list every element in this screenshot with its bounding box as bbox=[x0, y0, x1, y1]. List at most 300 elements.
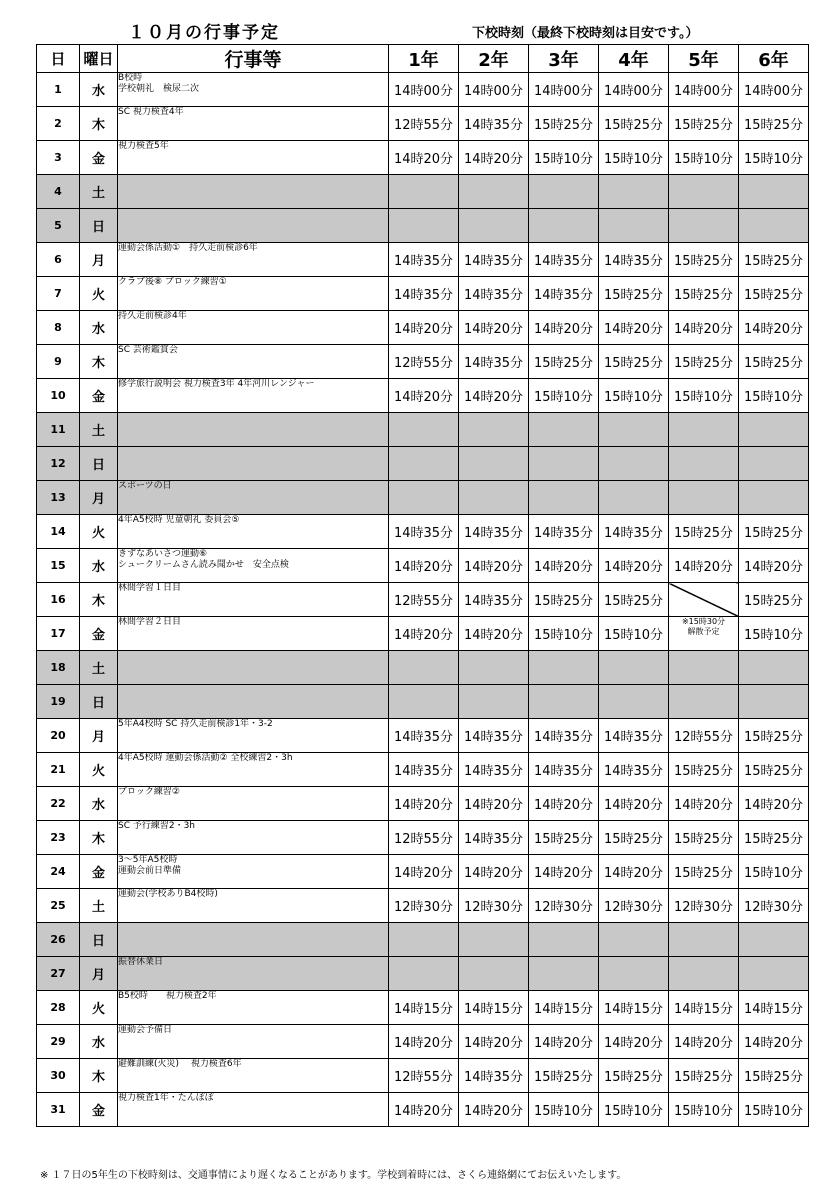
dismissal-time-grade-2: 14時35分 bbox=[459, 821, 529, 855]
day-cell: 7 bbox=[37, 277, 80, 311]
header-grade-4: 4年 bbox=[599, 45, 669, 73]
weekday-cell: 金 bbox=[80, 379, 118, 413]
events-cell: ブロック練習② bbox=[118, 787, 389, 821]
weekday-cell: 水 bbox=[80, 787, 118, 821]
dismissal-time-grade-3: 15時10分 bbox=[529, 617, 599, 651]
dismissal-time-grade-2: 14時20分 bbox=[459, 549, 529, 583]
dismissal-time-grade-1: 14時20分 bbox=[389, 855, 459, 889]
dismissal-time-grade-4: 15時25分 bbox=[599, 821, 669, 855]
dismissal-time-grade-1: 12時55分 bbox=[389, 1059, 459, 1093]
dismissal-time-grade-1: 14時35分 bbox=[389, 515, 459, 549]
weekday-cell: 火 bbox=[80, 991, 118, 1025]
dismissal-time-grade-4 bbox=[599, 413, 669, 447]
dismissal-time-grade-5: 14時20分 bbox=[669, 787, 739, 821]
dismissal-time-grade-1: 14時00分 bbox=[389, 73, 459, 107]
table-row bbox=[37, 991, 809, 1025]
dismissal-time-grade-2 bbox=[459, 447, 529, 481]
dismissal-time-grade-3: 14時20分 bbox=[529, 311, 599, 345]
dismissal-time-grade-1 bbox=[389, 923, 459, 957]
dismissal-time-grade-5: 15時25分 bbox=[669, 1059, 739, 1093]
table-row bbox=[37, 345, 809, 379]
dismissal-time-grade-2: 14時35分 bbox=[459, 243, 529, 277]
dismissal-time-grade-1 bbox=[389, 685, 459, 719]
dismissal-time-grade-2: 14時20分 bbox=[459, 141, 529, 175]
events-cell bbox=[118, 209, 389, 243]
events-cell: 4年A5校時 運動会係活動② 全校練習2・3h bbox=[118, 753, 389, 787]
day-cell: 13 bbox=[37, 481, 80, 515]
dismissal-time-grade-1: 14時20分 bbox=[389, 1093, 459, 1127]
dismissal-time-grade-6 bbox=[739, 413, 809, 447]
weekday-cell: 金 bbox=[80, 1093, 118, 1127]
table-row bbox=[37, 957, 809, 991]
dismissal-time-grade-3: 14時20分 bbox=[529, 787, 599, 821]
events-cell bbox=[118, 651, 389, 685]
day-cell: 19 bbox=[37, 685, 80, 719]
dismissal-time-grade-6: 14時20分 bbox=[739, 311, 809, 345]
dismissal-time-grade-3: 15時25分 bbox=[529, 107, 599, 141]
dismissal-time-grade-6 bbox=[739, 447, 809, 481]
table-row bbox=[37, 617, 809, 651]
events-cell: スポーツの日 bbox=[118, 481, 389, 515]
weekday-cell: 木 bbox=[80, 1059, 118, 1093]
dismissal-time-grade-4: 14時20分 bbox=[599, 855, 669, 889]
events-cell: B校時 学校朝礼 検尿二次 bbox=[118, 73, 389, 107]
dismissal-time-grade-3: 14時35分 bbox=[529, 243, 599, 277]
dismissal-time-grade-5: 15時25分 bbox=[669, 753, 739, 787]
dismissal-time-grade-1: 14時20分 bbox=[389, 141, 459, 175]
table-row bbox=[37, 243, 809, 277]
dismissal-time-grade-5: 14時15分 bbox=[669, 991, 739, 1025]
dismissal-time-grade-6: 14時20分 bbox=[739, 549, 809, 583]
dismissal-time-grade-6 bbox=[739, 481, 809, 515]
table-row bbox=[37, 379, 809, 413]
events-cell: 林間学習１日目 bbox=[118, 583, 389, 617]
dismissal-time-grade-2: 14時20分 bbox=[459, 311, 529, 345]
weekday-cell: 火 bbox=[80, 753, 118, 787]
dismissal-time-grade-3: 14時35分 bbox=[529, 277, 599, 311]
day-cell: 27 bbox=[37, 957, 80, 991]
weekday-cell: 水 bbox=[80, 311, 118, 345]
dismissal-time-grade-1: 14時35分 bbox=[389, 277, 459, 311]
dismissal-time-grade-2: 14時20分 bbox=[459, 855, 529, 889]
weekday-cell: 金 bbox=[80, 141, 118, 175]
dismissal-time-grade-4: 14時20分 bbox=[599, 311, 669, 345]
weekday-cell: 水 bbox=[80, 1025, 118, 1059]
dismissal-time-grade-6 bbox=[739, 209, 809, 243]
dismissal-time-grade-1: 12時55分 bbox=[389, 107, 459, 141]
dismissal-time-grade-4 bbox=[599, 481, 669, 515]
header-grade-6: 6年 bbox=[739, 45, 809, 73]
dismissal-time-grade-6: 15時25分 bbox=[739, 583, 809, 617]
dismissal-time-grade-4: 14時20分 bbox=[599, 549, 669, 583]
dismissal-time-grade-3: 12時30分 bbox=[529, 889, 599, 923]
dismissal-time-heading: 下校時刻（最終下校時刻は目安です。） bbox=[472, 26, 699, 41]
dismissal-time-grade-5: 15時25分 bbox=[669, 821, 739, 855]
events-cell: 持久走前検診4年 bbox=[118, 311, 389, 345]
dismissal-time-grade-6: 15時25分 bbox=[739, 107, 809, 141]
table-row bbox=[37, 1025, 809, 1059]
dismissal-time-grade-4 bbox=[599, 651, 669, 685]
dismissal-time-grade-5: 12時55分 bbox=[669, 719, 739, 753]
dismissal-time-grade-4 bbox=[599, 957, 669, 991]
day-cell: 12 bbox=[37, 447, 80, 481]
dismissal-time-grade-6: 14時00分 bbox=[739, 73, 809, 107]
dismissal-time-grade-4 bbox=[599, 209, 669, 243]
header-row bbox=[37, 45, 809, 73]
dismissal-time-grade-1: 12時55分 bbox=[389, 345, 459, 379]
events-cell: B5校時 視力検査2年 bbox=[118, 991, 389, 1025]
weekday-cell: 月 bbox=[80, 243, 118, 277]
dismissal-time-grade-1 bbox=[389, 481, 459, 515]
dismissal-time-grade-3: 14時00分 bbox=[529, 73, 599, 107]
table-row bbox=[37, 107, 809, 141]
dismissal-time-grade-5: 15時10分 bbox=[669, 1093, 739, 1127]
table-row bbox=[37, 753, 809, 787]
day-cell: 26 bbox=[37, 923, 80, 957]
dismissal-time-grade-6: 15時25分 bbox=[739, 345, 809, 379]
dismissal-time-grade-1: 14時20分 bbox=[389, 1025, 459, 1059]
page-title: １０月の行事予定 bbox=[128, 23, 280, 43]
dismissal-time-grade-4: 15時25分 bbox=[599, 583, 669, 617]
events-cell bbox=[118, 447, 389, 481]
dismissal-time-grade-4: 14時35分 bbox=[599, 515, 669, 549]
dismissal-time-grade-3: 15時10分 bbox=[529, 379, 599, 413]
table-row bbox=[37, 923, 809, 957]
dismissal-time-grade-4: 15時10分 bbox=[599, 1093, 669, 1127]
dismissal-time-grade-3 bbox=[529, 651, 599, 685]
table-row bbox=[37, 1059, 809, 1093]
dismissal-time-grade-3 bbox=[529, 957, 599, 991]
weekday-cell: 木 bbox=[80, 345, 118, 379]
weekday-cell: 水 bbox=[80, 549, 118, 583]
dismissal-time-grade-6: 15時25分 bbox=[739, 1059, 809, 1093]
dismissal-time-grade-4: 14時00分 bbox=[599, 73, 669, 107]
dismissal-time-grade-4 bbox=[599, 923, 669, 957]
dismissal-time-grade-5: 14時20分 bbox=[669, 1025, 739, 1059]
dismissal-time-grade-6 bbox=[739, 651, 809, 685]
dismissal-time-grade-4: 14時35分 bbox=[599, 753, 669, 787]
table-row bbox=[37, 209, 809, 243]
dismissal-time-grade-1 bbox=[389, 447, 459, 481]
day-cell: 1 bbox=[37, 73, 80, 107]
dismissal-time-grade-3: 14時35分 bbox=[529, 719, 599, 753]
events-cell: 林間学習２日目 bbox=[118, 617, 389, 651]
dismissal-time-grade-6: 15時10分 bbox=[739, 617, 809, 651]
dismissal-time-grade-1: 14時35分 bbox=[389, 719, 459, 753]
weekday-cell: 月 bbox=[80, 481, 118, 515]
header-grade-5: 5年 bbox=[669, 45, 739, 73]
weekday-cell: 木 bbox=[80, 583, 118, 617]
dismissal-time-grade-5 bbox=[669, 685, 739, 719]
dismissal-time-grade-4: 15時25分 bbox=[599, 345, 669, 379]
events-cell: 振替休業日 bbox=[118, 957, 389, 991]
dismissal-time-grade-2: 14時35分 bbox=[459, 277, 529, 311]
dismissal-time-grade-5 bbox=[669, 583, 739, 617]
events-cell: SC 芸術鑑賞会 bbox=[118, 345, 389, 379]
table-row bbox=[37, 685, 809, 719]
dismissal-time-grade-4: 14時20分 bbox=[599, 787, 669, 821]
dismissal-time-grade-3 bbox=[529, 413, 599, 447]
dismissal-time-grade-2: 14時35分 bbox=[459, 1059, 529, 1093]
events-cell: クラブ後⑧ ブロック練習① bbox=[118, 277, 389, 311]
events-cell bbox=[118, 413, 389, 447]
dismissal-time-grade-4: 15時25分 bbox=[599, 107, 669, 141]
weekday-cell: 木 bbox=[80, 821, 118, 855]
table-row bbox=[37, 481, 809, 515]
schedule-table bbox=[36, 44, 809, 1127]
dismissal-time-grade-5: 15時10分 bbox=[669, 141, 739, 175]
day-cell: 6 bbox=[37, 243, 80, 277]
dismissal-time-grade-2: 14時15分 bbox=[459, 991, 529, 1025]
dismissal-time-grade-4: 14時15分 bbox=[599, 991, 669, 1025]
dismissal-time-grade-3 bbox=[529, 175, 599, 209]
dismissal-time-grade-4 bbox=[599, 685, 669, 719]
dismissal-time-grade-2: 14時35分 bbox=[459, 107, 529, 141]
day-cell: 4 bbox=[37, 175, 80, 209]
dismissal-time-grade-3: 15時25分 bbox=[529, 1059, 599, 1093]
dismissal-time-grade-4: 15時25分 bbox=[599, 277, 669, 311]
dismissal-time-grade-5 bbox=[669, 651, 739, 685]
dismissal-time-grade-5: 14時20分 bbox=[669, 311, 739, 345]
events-cell: 3～5年A5校時 運動会前日準備 bbox=[118, 855, 389, 889]
weekday-cell: 土 bbox=[80, 889, 118, 923]
dismissal-time-grade-3: 14時35分 bbox=[529, 753, 599, 787]
dismissal-time-grade-6: 15時25分 bbox=[739, 719, 809, 753]
dismissal-time-grade-1: 12時55分 bbox=[389, 821, 459, 855]
dismissal-time-grade-2: 12時30分 bbox=[459, 889, 529, 923]
dismissal-time-grade-2: 14時35分 bbox=[459, 583, 529, 617]
table-row bbox=[37, 787, 809, 821]
dismissal-time-grade-6: 15時10分 bbox=[739, 1093, 809, 1127]
dismissal-time-grade-3 bbox=[529, 923, 599, 957]
weekday-cell: 火 bbox=[80, 515, 118, 549]
dismissal-time-grade-4 bbox=[599, 175, 669, 209]
dismissal-time-grade-6: 15時25分 bbox=[739, 753, 809, 787]
events-cell: 視力検査1年・たんぽぽ bbox=[118, 1093, 389, 1127]
weekday-cell: 月 bbox=[80, 719, 118, 753]
events-cell: SC 予行練習2・3h bbox=[118, 821, 389, 855]
day-cell: 23 bbox=[37, 821, 80, 855]
table-row bbox=[37, 1093, 809, 1127]
dismissal-time-grade-3: 15時25分 bbox=[529, 583, 599, 617]
dismissal-time-grade-4: 14時35分 bbox=[599, 243, 669, 277]
day-cell: 20 bbox=[37, 719, 80, 753]
dismissal-time-grade-5: 15時25分 bbox=[669, 107, 739, 141]
weekday-cell: 日 bbox=[80, 447, 118, 481]
dismissal-time-grade-3: 14時15分 bbox=[529, 991, 599, 1025]
dismissal-time-grade-5 bbox=[669, 957, 739, 991]
dismissal-time-grade-3: 15時25分 bbox=[529, 821, 599, 855]
day-cell: 18 bbox=[37, 651, 80, 685]
events-cell: 視力検査5年 bbox=[118, 141, 389, 175]
table-row bbox=[37, 651, 809, 685]
dismissal-time-grade-2 bbox=[459, 481, 529, 515]
table-row bbox=[37, 413, 809, 447]
dismissal-time-grade-6: 12時30分 bbox=[739, 889, 809, 923]
dismissal-time-grade-3: 14時35分 bbox=[529, 515, 599, 549]
dismissal-time-grade-1 bbox=[389, 413, 459, 447]
dismissal-time-grade-2 bbox=[459, 209, 529, 243]
table-row bbox=[37, 175, 809, 209]
dismissal-time-grade-6: 15時25分 bbox=[739, 243, 809, 277]
dismissal-time-grade-5: 14時20分 bbox=[669, 549, 739, 583]
dismissal-time-grade-2 bbox=[459, 175, 529, 209]
table-row bbox=[37, 515, 809, 549]
weekday-cell: 日 bbox=[80, 209, 118, 243]
dismissal-time-grade-5 bbox=[669, 413, 739, 447]
weekday-cell: 日 bbox=[80, 685, 118, 719]
events-cell: SC 視力検査4年 bbox=[118, 107, 389, 141]
dismissal-time-grade-6: 15時10分 bbox=[739, 855, 809, 889]
dismissal-time-grade-6 bbox=[739, 923, 809, 957]
dismissal-time-grade-2: 14時20分 bbox=[459, 787, 529, 821]
events-cell: 4年A5校時 児童朝礼 委員会⑤ bbox=[118, 515, 389, 549]
dismissal-time-grade-6 bbox=[739, 957, 809, 991]
day-cell: 31 bbox=[37, 1093, 80, 1127]
dismissal-time-grade-3: 14時20分 bbox=[529, 1025, 599, 1059]
weekday-cell: 月 bbox=[80, 957, 118, 991]
dismissal-time-grade-3 bbox=[529, 209, 599, 243]
header-grade-1: 1年 bbox=[389, 45, 459, 73]
header-weekday: 曜日 bbox=[80, 45, 118, 73]
dismissal-time-grade-5: 14時00分 bbox=[669, 73, 739, 107]
dismissal-time-grade-3 bbox=[529, 481, 599, 515]
dismissal-time-grade-2 bbox=[459, 413, 529, 447]
dismissal-time-grade-2: 14時35分 bbox=[459, 753, 529, 787]
dismissal-time-grade-2: 14時00分 bbox=[459, 73, 529, 107]
dismissal-time-grade-6: 14時20分 bbox=[739, 787, 809, 821]
dismissal-time-grade-4: 15時10分 bbox=[599, 141, 669, 175]
dismissal-time-grade-1 bbox=[389, 209, 459, 243]
day-cell: 9 bbox=[37, 345, 80, 379]
events-cell: 5年A4校時 SC 持久走前検診1年・3-2 bbox=[118, 719, 389, 753]
dismissal-time-grade-2: 14時20分 bbox=[459, 1025, 529, 1059]
dismissal-time-grade-5 bbox=[669, 923, 739, 957]
dismissal-time-grade-5 bbox=[669, 481, 739, 515]
dismissal-time-grade-1 bbox=[389, 651, 459, 685]
dismissal-time-grade-5: 15時25分 bbox=[669, 515, 739, 549]
dismissal-time-grade-5: 12時30分 bbox=[669, 889, 739, 923]
dismissal-time-grade-1 bbox=[389, 175, 459, 209]
day-cell: 28 bbox=[37, 991, 80, 1025]
day-cell: 2 bbox=[37, 107, 80, 141]
weekday-cell: 火 bbox=[80, 277, 118, 311]
weekday-cell: 金 bbox=[80, 617, 118, 651]
table-row bbox=[37, 141, 809, 175]
dismissal-time-grade-5 bbox=[669, 209, 739, 243]
dismissal-time-grade-6: 15時10分 bbox=[739, 141, 809, 175]
dismissal-time-grade-3: 15時10分 bbox=[529, 1093, 599, 1127]
dismissal-time-grade-3 bbox=[529, 447, 599, 481]
day-cell: 10 bbox=[37, 379, 80, 413]
dismissal-time-grade-6: 14時20分 bbox=[739, 1025, 809, 1059]
dismissal-time-grade-1: 14時15分 bbox=[389, 991, 459, 1025]
table-row bbox=[37, 821, 809, 855]
dismissal-time-grade-2: 14時20分 bbox=[459, 1093, 529, 1127]
weekday-cell: 木 bbox=[80, 107, 118, 141]
events-cell: きずなあいさつ運動⑥ シュークリームさん読み聞かせ 安全点検 bbox=[118, 549, 389, 583]
dismissal-time-grade-3: 14時20分 bbox=[529, 855, 599, 889]
dismissal-time-grade-1: 14時20分 bbox=[389, 787, 459, 821]
dismissal-time-grade-1: 14時20分 bbox=[389, 311, 459, 345]
day-cell: 15 bbox=[37, 549, 80, 583]
dismissal-time-grade-5: 15時25分 bbox=[669, 855, 739, 889]
dismissal-time-grade-3: 15時10分 bbox=[529, 141, 599, 175]
header-grade-2: 2年 bbox=[459, 45, 529, 73]
dismissal-time-grade-1: 14時20分 bbox=[389, 379, 459, 413]
day-cell: 3 bbox=[37, 141, 80, 175]
events-cell: 運動会(学校ありB4校時) bbox=[118, 889, 389, 923]
dismissal-time-grade-2 bbox=[459, 685, 529, 719]
dismissal-time-grade-4: 15時25分 bbox=[599, 1059, 669, 1093]
dismissal-time-grade-6: 14時15分 bbox=[739, 991, 809, 1025]
events-cell bbox=[118, 175, 389, 209]
events-cell bbox=[118, 923, 389, 957]
dismissal-time-grade-5: 15時25分 bbox=[669, 243, 739, 277]
table-row bbox=[37, 73, 809, 107]
dismissal-time-grade-1: 12時30分 bbox=[389, 889, 459, 923]
weekday-cell: 日 bbox=[80, 923, 118, 957]
dismissal-time-grade-4: 14時35分 bbox=[599, 719, 669, 753]
dismissal-time-grade-2 bbox=[459, 957, 529, 991]
dismissal-time-grade-2: 14時35分 bbox=[459, 719, 529, 753]
dismissal-time-grade-4 bbox=[599, 447, 669, 481]
table-row bbox=[37, 447, 809, 481]
dismissal-time-grade-4: 14時20分 bbox=[599, 1025, 669, 1059]
dismissal-time-grade-3 bbox=[529, 685, 599, 719]
dismissal-time-grade-2: 14時35分 bbox=[459, 515, 529, 549]
dismissal-time-grade-4: 15時10分 bbox=[599, 617, 669, 651]
dismissal-time-grade-1: 14時35分 bbox=[389, 753, 459, 787]
day-cell: 17 bbox=[37, 617, 80, 651]
dismissal-time-grade-4: 15時10分 bbox=[599, 379, 669, 413]
table-row bbox=[37, 855, 809, 889]
day-cell: 5 bbox=[37, 209, 80, 243]
day-cell: 22 bbox=[37, 787, 80, 821]
dismissal-time-grade-5: 15時25分 bbox=[669, 277, 739, 311]
dismissal-time-grade-6: 15時25分 bbox=[739, 277, 809, 311]
dismissal-time-grade-5 bbox=[669, 175, 739, 209]
table-row bbox=[37, 277, 809, 311]
header-events: 行事等 bbox=[118, 45, 389, 73]
day-cell: 8 bbox=[37, 311, 80, 345]
day-cell: 16 bbox=[37, 583, 80, 617]
dismissal-time-grade-6 bbox=[739, 175, 809, 209]
dismissal-time-grade-6: 15時25分 bbox=[739, 821, 809, 855]
footnote: ※ １７日の5年生の下校時刻は、交通事情により遅くなることがあります。学校到着時には、さくら連絡網にてお伝えいたします。 bbox=[40, 1170, 627, 1181]
events-cell: 運動会係活動① 持久走前検診6年 bbox=[118, 243, 389, 277]
table-row bbox=[37, 583, 809, 617]
dismissal-time-grade-4: 12時30分 bbox=[599, 889, 669, 923]
weekday-cell: 水 bbox=[80, 73, 118, 107]
table-row bbox=[37, 889, 809, 923]
table-row bbox=[37, 549, 809, 583]
table-row bbox=[37, 719, 809, 753]
weekday-cell: 土 bbox=[80, 413, 118, 447]
day-cell: 14 bbox=[37, 515, 80, 549]
weekday-cell: 土 bbox=[80, 651, 118, 685]
dismissal-time-grade-5: ※15時30分 解散予定 bbox=[669, 617, 739, 651]
dismissal-time-grade-1: 14時20分 bbox=[389, 549, 459, 583]
dismissal-time-grade-2: 14時20分 bbox=[459, 617, 529, 651]
dismissal-time-grade-5: 15時10分 bbox=[669, 379, 739, 413]
weekday-cell: 土 bbox=[80, 175, 118, 209]
day-cell: 11 bbox=[37, 413, 80, 447]
day-cell: 21 bbox=[37, 753, 80, 787]
events-cell: 修学旅行説明会 視力検査3年 4年河川レンジャー bbox=[118, 379, 389, 413]
dismissal-time-grade-6: 15時10分 bbox=[739, 379, 809, 413]
events-cell bbox=[118, 685, 389, 719]
